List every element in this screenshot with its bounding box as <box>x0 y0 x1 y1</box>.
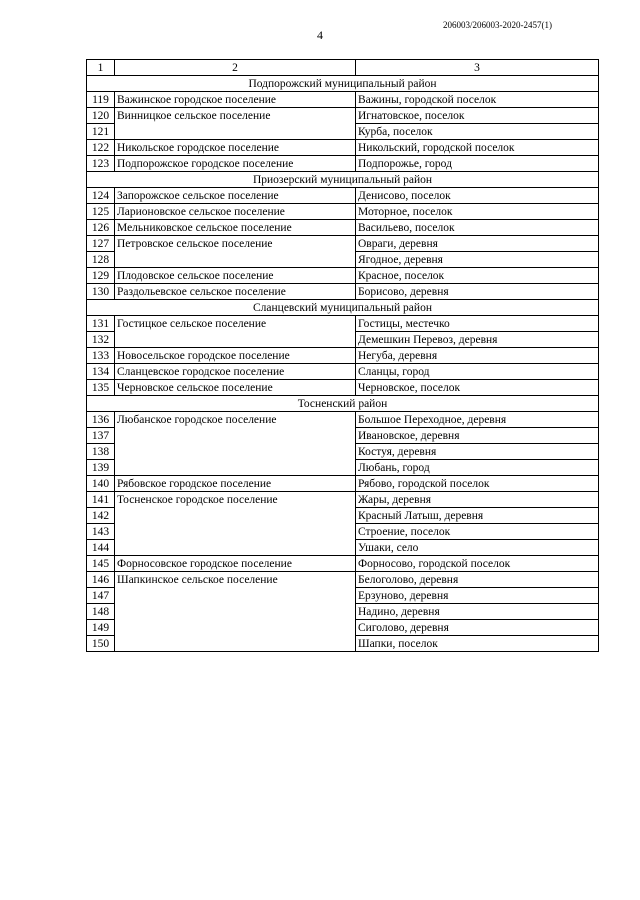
locality-name: Шапки, поселок <box>356 636 599 652</box>
table-row <box>87 588 599 604</box>
table-row <box>87 636 599 652</box>
locality-name: Моторное, поселок <box>356 204 599 220</box>
row-number: 137 <box>87 428 115 444</box>
settlement-name <box>115 604 356 620</box>
row-number: 124 <box>87 188 115 204</box>
table-row <box>87 156 599 172</box>
settlement-name <box>115 588 356 604</box>
table-row <box>87 380 599 396</box>
region-name: Сланцевский муниципальный район <box>87 300 599 316</box>
settlement-name: Подпорожское городское поселение <box>115 156 356 172</box>
settlement-name <box>115 460 356 476</box>
row-number: 139 <box>87 460 115 476</box>
table-row <box>87 348 599 364</box>
row-number: 130 <box>87 284 115 300</box>
settlement-name <box>115 124 356 140</box>
table-row <box>87 524 599 540</box>
settlement-name <box>115 524 356 540</box>
row-number: 121 <box>87 124 115 140</box>
locality-name: Костуя, деревня <box>356 444 599 460</box>
row-number: 143 <box>87 524 115 540</box>
locality-name: Важины, городской поселок <box>356 92 599 108</box>
region-row <box>87 172 599 188</box>
settlement-name <box>115 636 356 652</box>
locality-name: Курба, поселок <box>356 124 599 140</box>
locality-name: Денисово, поселок <box>356 188 599 204</box>
locality-name: Жары, деревня <box>356 492 599 508</box>
settlement-name <box>115 252 356 268</box>
table-row <box>87 572 599 588</box>
table-row <box>87 252 599 268</box>
settlement-name <box>115 444 356 460</box>
settlement-name: Плодовское сельское поселение <box>115 268 356 284</box>
row-number: 147 <box>87 588 115 604</box>
table-row <box>87 364 599 380</box>
row-number: 132 <box>87 332 115 348</box>
settlement-name: Черновское сельское поселение <box>115 380 356 396</box>
table-row <box>87 444 599 460</box>
settlement-name: Рябовское городское поселение <box>115 476 356 492</box>
table-header-row <box>87 60 599 76</box>
locality-name: Борисово, деревня <box>356 284 599 300</box>
region-row <box>87 300 599 316</box>
table-row <box>87 188 599 204</box>
column-header: 2 <box>115 60 356 76</box>
table-row <box>87 604 599 620</box>
table-row <box>87 124 599 140</box>
table-row <box>87 220 599 236</box>
table-row <box>87 620 599 636</box>
table-row <box>87 492 599 508</box>
row-number: 128 <box>87 252 115 268</box>
locality-name: Демешкин Перевоз, деревня <box>356 332 599 348</box>
settlement-name: Сланцевское городское поселение <box>115 364 356 380</box>
locality-name: Большое Переходное, деревня <box>356 412 599 428</box>
row-number: 138 <box>87 444 115 460</box>
row-number: 144 <box>87 540 115 556</box>
settlement-name <box>115 540 356 556</box>
table-row <box>87 460 599 476</box>
locality-name: Рябово, городской поселок <box>356 476 599 492</box>
locality-name: Сиголово, деревня <box>356 620 599 636</box>
locality-name: Сланцы, город <box>356 364 599 380</box>
settlements-table <box>86 59 599 652</box>
table-row <box>87 556 599 572</box>
table-row <box>87 204 599 220</box>
row-number: 122 <box>87 140 115 156</box>
table-row <box>87 92 599 108</box>
row-number: 149 <box>87 620 115 636</box>
locality-name: Ерзуново, деревня <box>356 588 599 604</box>
row-number: 135 <box>87 380 115 396</box>
row-number: 126 <box>87 220 115 236</box>
row-number: 142 <box>87 508 115 524</box>
locality-name: Строение, поселок <box>356 524 599 540</box>
row-number: 150 <box>87 636 115 652</box>
table-row <box>87 508 599 524</box>
locality-name: Гостицы, местечко <box>356 316 599 332</box>
row-number: 125 <box>87 204 115 220</box>
settlement-name: Ларионовское сельское поселение <box>115 204 356 220</box>
locality-name: Ягодное, деревня <box>356 252 599 268</box>
page-number: 4 <box>317 28 323 42</box>
settlement-name: Запорожское сельское поселение <box>115 188 356 204</box>
row-number: 148 <box>87 604 115 620</box>
row-number: 141 <box>87 492 115 508</box>
row-number: 145 <box>87 556 115 572</box>
settlement-name: Никольское городское поселение <box>115 140 356 156</box>
table-row <box>87 540 599 556</box>
document-number: 206003/206003-2020-2457(1) <box>443 20 552 30</box>
settlement-name <box>115 332 356 348</box>
settlement-name: Важинское городское поселение <box>115 92 356 108</box>
locality-name: Надино, деревня <box>356 604 599 620</box>
settlement-name: Новосельское городское поселение <box>115 348 356 364</box>
settlement-name: Шапкинское сельское поселение <box>115 572 356 588</box>
locality-name: Белоголово, деревня <box>356 572 599 588</box>
table-row <box>87 428 599 444</box>
region-name: Подпорожский муниципальный район <box>87 76 599 92</box>
settlement-name: Винницкое сельское поселение <box>115 108 356 124</box>
row-number: 120 <box>87 108 115 124</box>
row-number: 140 <box>87 476 115 492</box>
locality-name: Никольский, городской поселок <box>356 140 599 156</box>
settlement-name <box>115 620 356 636</box>
row-number: 119 <box>87 92 115 108</box>
settlement-name: Гостицкое сельское поселение <box>115 316 356 332</box>
row-number: 129 <box>87 268 115 284</box>
row-number: 131 <box>87 316 115 332</box>
column-header: 1 <box>87 60 115 76</box>
settlement-name: Форносовское городское поселение <box>115 556 356 572</box>
settlement-name <box>115 428 356 444</box>
row-number: 146 <box>87 572 115 588</box>
row-number: 123 <box>87 156 115 172</box>
locality-name: Негуба, деревня <box>356 348 599 364</box>
settlement-name <box>115 508 356 524</box>
settlement-name: Петровское сельское поселение <box>115 236 356 252</box>
locality-name: Ивановское, деревня <box>356 428 599 444</box>
table-row <box>87 412 599 428</box>
locality-name: Черновское, поселок <box>356 380 599 396</box>
row-number: 136 <box>87 412 115 428</box>
settlement-name: Мельниковское сельское поселение <box>115 220 356 236</box>
settlement-name: Тосненское городское поселение <box>115 492 356 508</box>
settlement-name: Раздольевское сельское поселение <box>115 284 356 300</box>
locality-name: Овраги, деревня <box>356 236 599 252</box>
locality-name: Ушаки, село <box>356 540 599 556</box>
locality-name: Форносово, городской поселок <box>356 556 599 572</box>
table-row <box>87 316 599 332</box>
row-number: 127 <box>87 236 115 252</box>
region-row <box>87 396 599 412</box>
region-row <box>87 76 599 92</box>
locality-name: Любань, город <box>356 460 599 476</box>
column-header: 3 <box>356 60 599 76</box>
locality-name: Васильево, поселок <box>356 220 599 236</box>
table-row <box>87 108 599 124</box>
region-name: Тосненский район <box>87 396 599 412</box>
table-row <box>87 476 599 492</box>
row-number: 134 <box>87 364 115 380</box>
settlement-name: Любанское городское поселение <box>115 412 356 428</box>
locality-name: Красный Латыш, деревня <box>356 508 599 524</box>
table-row <box>87 140 599 156</box>
table-row <box>87 284 599 300</box>
table-row <box>87 268 599 284</box>
table-row <box>87 236 599 252</box>
locality-name: Красное, поселок <box>356 268 599 284</box>
locality-name: Подпорожье, город <box>356 156 599 172</box>
locality-name: Игнатовское, поселок <box>356 108 599 124</box>
region-name: Приозерский муниципальный район <box>87 172 599 188</box>
table-row <box>87 332 599 348</box>
row-number: 133 <box>87 348 115 364</box>
